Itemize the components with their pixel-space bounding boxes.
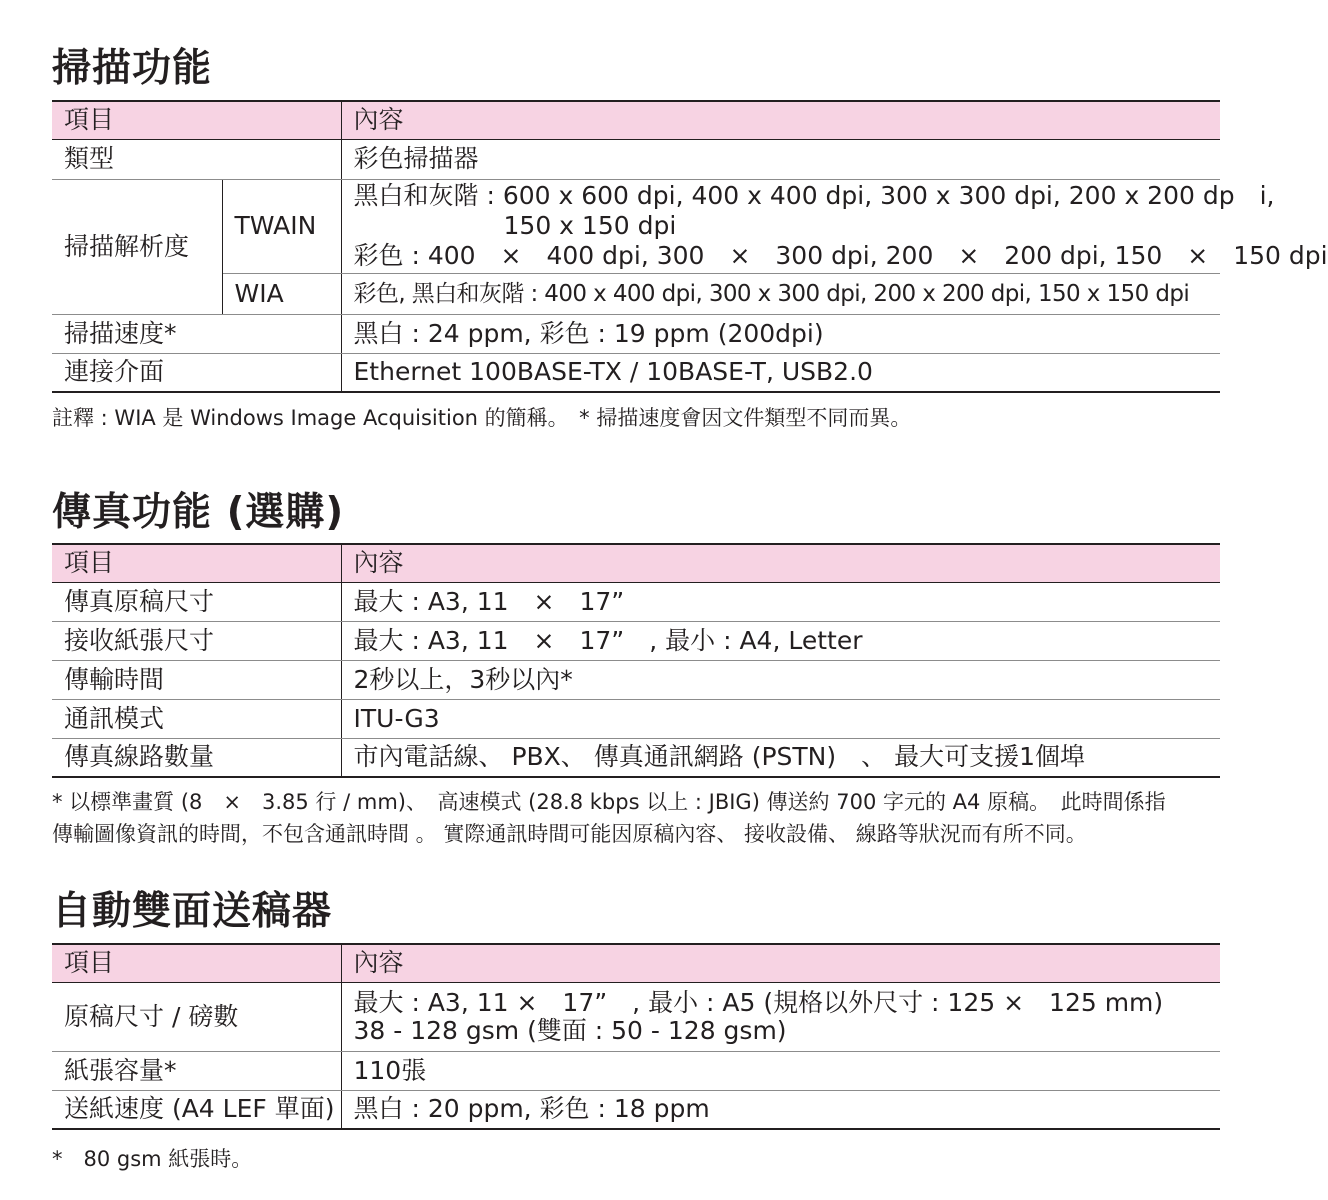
table-row <box>52 314 1220 353</box>
row-value-interface: Ethernet 100BASE-TX / 10BASE-T, USB2.0 <box>341 353 1220 392</box>
row-sublabel-twain: TWAIN <box>222 179 341 273</box>
header-item: 項目 <box>52 544 341 582</box>
table-row <box>52 621 1220 660</box>
row-value: 2秒以上，3秒以內* <box>341 660 1220 699</box>
fax-spec-table <box>52 543 1220 778</box>
row-label: 傳真原稿尺寸 <box>52 582 341 621</box>
table-header-row <box>52 544 1220 582</box>
fax-note-line-1: * 以標準畫質 (8 × 3.85 行 / mm)、 高速模式 (28.8 kbps 以上 : JBIG) 傳送約 700 字元的 A4 原稿。 此時間係指 <box>52 790 1166 814</box>
size-line-1: 最大 : A3, 11 × 17” , 最小 : A5 (規格以外尺寸 : 125 × 125 mm) <box>353 987 1164 1017</box>
table-row <box>52 1051 1220 1090</box>
row-value-speed: 黑白 : 24 ppm, 彩色 : 19 ppm (200dpi) <box>341 314 1220 353</box>
row-value-speed: 黑白 : 20 ppm, 彩色 : 18 ppm <box>341 1090 1220 1129</box>
twain-line-2: 150 x 150 dpi <box>503 211 677 240</box>
scan-section-title: 掃描功能 <box>52 46 213 91</box>
row-value-type: 彩色掃描器 <box>341 139 1220 179</box>
adf-spec-table <box>52 943 1220 1130</box>
twain-line-1: 黑白和灰階 : 600 x 600 dpi, 400 x 400 dpi, 300 x 300 dpi, 200 x 200 dp i, <box>353 181 1275 210</box>
row-label-capacity: 紙張容量* <box>52 1051 341 1090</box>
row-value: 最大 : A3, 11 × 17” , 最小 : A4, Letter <box>341 621 1220 660</box>
row-label: 傳輸時間 <box>52 660 341 699</box>
table-row <box>52 139 1220 179</box>
table-row <box>52 582 1220 621</box>
scan-spec-table <box>52 100 1328 393</box>
table-header-row <box>52 944 1220 982</box>
table-row <box>52 1090 1220 1129</box>
row-label: 接收紙張尺寸 <box>52 621 341 660</box>
scan-note: 註釋 : WIA 是 Windows Image Acquisition 的簡稱。 * 掃描速度會因文件類型不同而異。 <box>52 406 912 430</box>
row-value-twain <box>341 179 1328 273</box>
row-label: 通訊模式 <box>52 699 341 738</box>
row-value-wia: 彩色, 黑白和灰階 : 400 x 400 dpi, 300 x 300 dpi, 200 x 200 dpi, 150 x 150 dpi <box>341 273 1220 314</box>
row-label: 傳真線路數量 <box>52 738 341 777</box>
table-row <box>52 738 1220 777</box>
row-label-interface: 連接介面 <box>52 353 341 392</box>
fax-section-title: 傳真功能 (選購) <box>52 490 345 535</box>
row-label-type: 類型 <box>52 139 341 179</box>
row-sublabel-wia: WIA <box>222 273 341 314</box>
row-label-speed: 掃描速度* <box>52 314 341 353</box>
row-value-size <box>341 982 1220 1051</box>
table-row <box>52 179 1220 273</box>
header-content: 內容 <box>341 944 1220 982</box>
row-value: 市內電話線、 PBX、 傳真通訊網路 (PSTN) 、 最大可支援1個埠 <box>341 738 1220 777</box>
row-value: ITU-G3 <box>341 699 1220 738</box>
header-content: 內容 <box>341 544 1220 582</box>
row-label-speed: 送紙速度 (A4 LEF 單面) <box>52 1090 341 1129</box>
fax-note-line-2: 傳輸圖像資訊的時間，不包含通訊時間 。 實際通訊時間可能因原稿內容、 接收設備、 線路等狀況而有所不同。 <box>52 822 1087 846</box>
header-item: 項目 <box>52 101 341 139</box>
table-row <box>52 353 1220 392</box>
row-label-resolution: 掃描解析度 <box>52 179 222 314</box>
table-row <box>52 273 1220 314</box>
adf-note: * 80 gsm 紙張時。 <box>52 1147 253 1171</box>
adf-section-title: 自動雙面送稿器 <box>52 889 333 934</box>
table-header-row <box>52 101 1220 139</box>
table-row <box>52 660 1220 699</box>
row-value: 最大 : A3, 11 × 17” <box>341 582 1220 621</box>
table-row <box>52 699 1220 738</box>
row-value-capacity: 110張 <box>341 1051 1220 1090</box>
table-row <box>52 982 1220 1051</box>
twain-line-3: 彩色 : 400 × 400 dpi, 300 × 300 dpi, 200 × 200 dpi, 150 × 150 dpi <box>353 241 1328 270</box>
row-label-size: 原稿尺寸 / 磅數 <box>52 982 341 1051</box>
header-content: 內容 <box>341 101 1220 139</box>
header-item: 項目 <box>52 944 341 982</box>
size-line-2: 38 - 128 gsm (雙面 : 50 - 128 gsm) <box>353 1015 787 1045</box>
